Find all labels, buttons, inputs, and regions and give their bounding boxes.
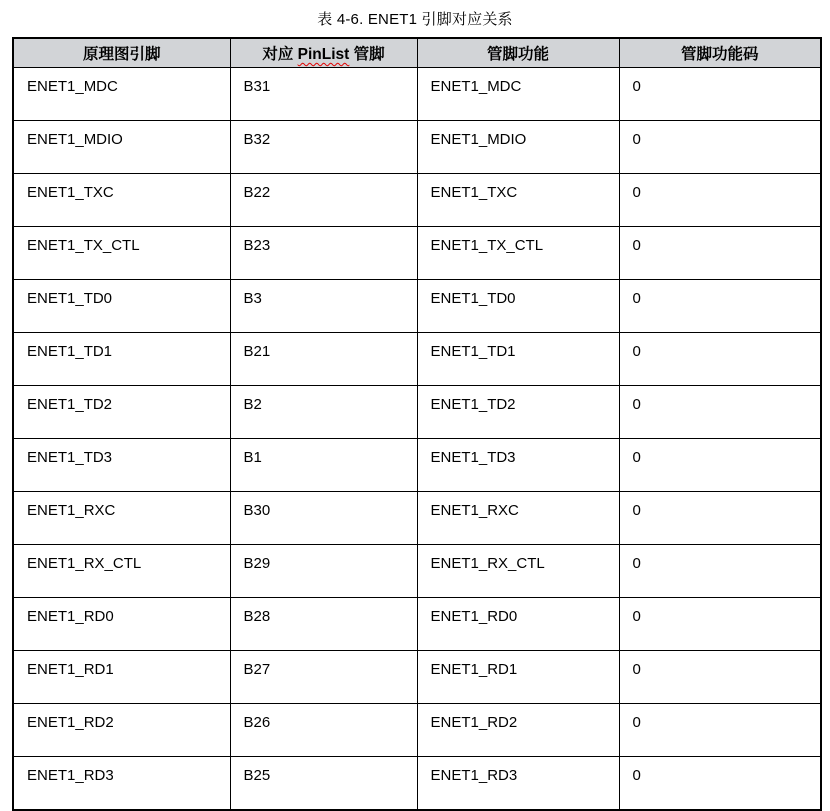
table-cell: ENET1_TX_CTL: [13, 227, 230, 280]
table-cell: ENET1_TD0: [13, 280, 230, 333]
table-cell: ENET1_TD3: [13, 439, 230, 492]
table-cell: 0: [619, 68, 821, 121]
table-cell: B28: [230, 598, 417, 651]
table-cell: 0: [619, 280, 821, 333]
table-cell: ENET1_MDIO: [417, 121, 619, 174]
spellcheck-flagged-word: PinList: [297, 46, 350, 63]
table-cell: B23: [230, 227, 417, 280]
table-cell: ENET1_RD0: [417, 598, 619, 651]
table-cell: ENET1_RX_CTL: [13, 545, 230, 598]
table-row: [13, 545, 821, 598]
table-row: [13, 174, 821, 227]
table-cell: B21: [230, 333, 417, 386]
table-cell: 0: [619, 121, 821, 174]
table-cell: 0: [619, 492, 821, 545]
table-cell: ENET1_TX_CTL: [417, 227, 619, 280]
table-cell: 0: [619, 545, 821, 598]
table-cell: ENET1_RD1: [417, 651, 619, 704]
table-cell: B30: [230, 492, 417, 545]
table-cell: ENET1_TD3: [417, 439, 619, 492]
table-cell: ENET1_TD2: [13, 386, 230, 439]
enet1-pin-mapping-table: [12, 37, 822, 811]
table-row: [13, 651, 821, 704]
table-cell: B29: [230, 545, 417, 598]
table-cell: 0: [619, 333, 821, 386]
table-cell: B1: [230, 439, 417, 492]
table-row: [13, 492, 821, 545]
column-header: 对应 PinList 管脚: [230, 38, 417, 68]
table-cell: ENET1_RX_CTL: [417, 545, 619, 598]
table-cell: 0: [619, 227, 821, 280]
table-cell: 0: [619, 757, 821, 811]
table-cell: ENET1_TD1: [13, 333, 230, 386]
column-header: 管脚功能码: [619, 38, 821, 68]
table-row: [13, 704, 821, 757]
table-cell: B26: [230, 704, 417, 757]
table-cell: ENET1_TD0: [417, 280, 619, 333]
table-cell: ENET1_RD3: [13, 757, 230, 811]
table-cell: 0: [619, 439, 821, 492]
column-header: 管脚功能: [417, 38, 619, 68]
table-cell: ENET1_RXC: [13, 492, 230, 545]
table-row: [13, 68, 821, 121]
table-cell: ENET1_RD2: [13, 704, 230, 757]
table-cell: ENET1_TD2: [417, 386, 619, 439]
table-cell: B2: [230, 386, 417, 439]
table-row: [13, 598, 821, 651]
table-cell: ENET1_TXC: [13, 174, 230, 227]
table-cell: 0: [619, 174, 821, 227]
column-header: 原理图引脚: [13, 38, 230, 68]
table-cell: ENET1_MDC: [13, 68, 230, 121]
table-cell: B25: [230, 757, 417, 811]
table-cell: 0: [619, 704, 821, 757]
table-cell: B32: [230, 121, 417, 174]
table-cell: 0: [619, 386, 821, 439]
table-cell: 0: [619, 598, 821, 651]
table-cell: ENET1_TD1: [417, 333, 619, 386]
table-body: [13, 68, 821, 811]
table-cell: ENET1_RD2: [417, 704, 619, 757]
table-cell: ENET1_RD3: [417, 757, 619, 811]
table-cell: B27: [230, 651, 417, 704]
table-row: [13, 386, 821, 439]
table-cell: ENET1_MDIO: [13, 121, 230, 174]
table-cell: B31: [230, 68, 417, 121]
table-caption: 表 4-6. ENET1 引脚对应关系: [317, 11, 513, 28]
table-row: [13, 333, 821, 386]
table-cell: ENET1_TXC: [417, 174, 619, 227]
table-row: [13, 121, 821, 174]
table-cell: ENET1_RD0: [13, 598, 230, 651]
table-cell: B22: [230, 174, 417, 227]
table-cell: ENET1_RD1: [13, 651, 230, 704]
table-cell: 0: [619, 651, 821, 704]
table-row: [13, 757, 821, 811]
table-row: [13, 439, 821, 492]
table-cell: ENET1_RXC: [417, 492, 619, 545]
table-head: [13, 38, 821, 68]
table-row: [13, 227, 821, 280]
table-row: [13, 280, 821, 333]
table-cell: B3: [230, 280, 417, 333]
table-header-row: [13, 38, 821, 68]
table-cell: ENET1_MDC: [417, 68, 619, 121]
